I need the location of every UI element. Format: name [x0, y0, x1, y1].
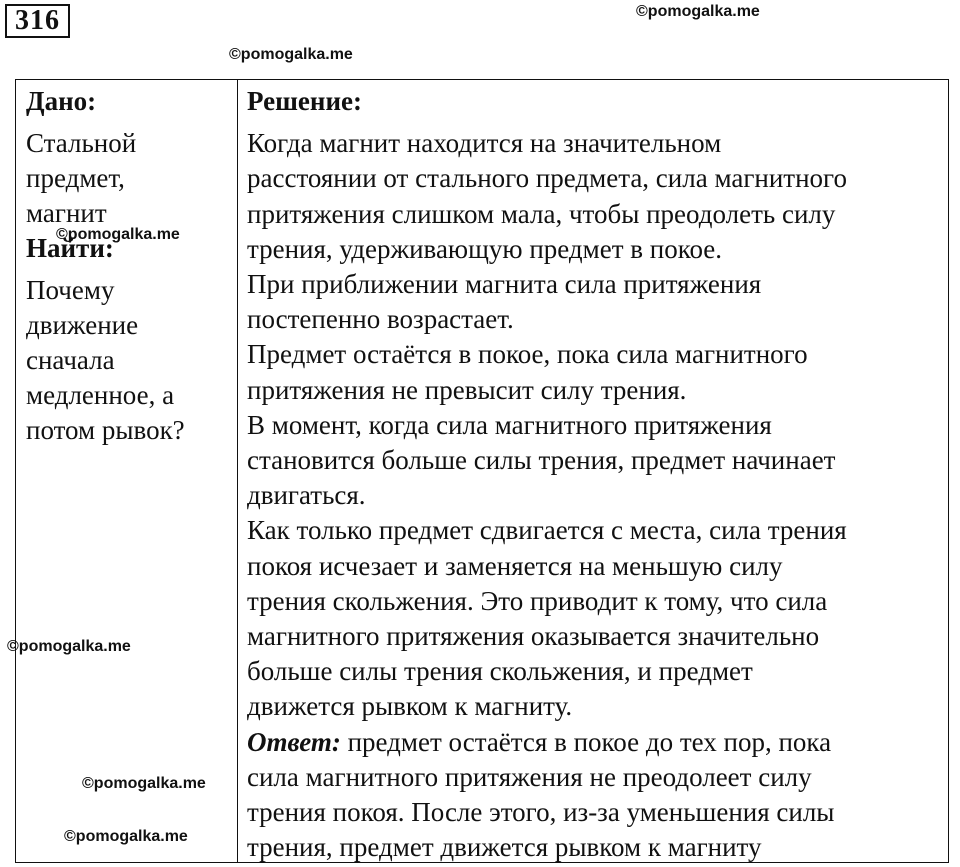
solution-line: трения скольжения. Это приводит к тому, что сила [247, 585, 828, 616]
find-line: медленное, а [26, 380, 175, 410]
solution-paragraph [247, 126, 947, 267]
find-heading: Найти: [26, 233, 114, 263]
answer-label: Ответ: [247, 726, 341, 757]
solution-line: двигаться. [247, 480, 366, 511]
given-line: Стальной [26, 128, 137, 158]
watermark: ©pomogalka.me [7, 638, 131, 655]
answer-line: трения покоя. После этого, из-за уменьшения силы [247, 797, 835, 828]
problem-number: 316 [5, 4, 70, 38]
solution-line: В момент, когда сила магнитного притяжения [247, 409, 772, 440]
answer-line: трения, предмет движется рывком к магниту [247, 832, 762, 863]
solution-line: больше силы трения скольжения, и предмет [247, 656, 753, 687]
solution-line: притяжения слишком мала, чтобы преодолеть силу [247, 198, 836, 229]
answer-paragraph [247, 725, 947, 866]
find-text [26, 273, 231, 448]
solution-paragraph [247, 513, 947, 724]
given-line: предмет, [26, 163, 125, 193]
solution-paragraph [247, 408, 947, 514]
solution-line: магнитного притяжения оказывается значительно [247, 621, 820, 652]
solution-paragraph [247, 337, 947, 407]
watermark: ©pomogalka.me [229, 46, 353, 63]
solution-line: становится больше силы трения, предмет начинает [247, 445, 836, 476]
find-line: потом рывок? [26, 415, 185, 445]
solution-line: Как только предмет сдвигается с места, сила трения [247, 515, 847, 546]
given-column [26, 84, 231, 448]
solution-line: При приближении магнита сила притяжения [247, 269, 762, 300]
solution-heading: Решение: [247, 86, 362, 116]
solution-line: Предмет остаётся в покое, пока сила магнитного [247, 339, 808, 370]
solution-line: притяжения не превысит силу трения. [247, 374, 687, 405]
watermark: ©pomogalka.me [82, 775, 206, 792]
solution-line: Когда магнит находится на значительном [247, 128, 722, 159]
solution-line: расстоянии от стального предмета, сила магнитного [247, 163, 847, 194]
solution-line: постепенно возрастает. [247, 304, 514, 335]
given-text [26, 126, 231, 231]
solution-line: движется рывком к магниту. [247, 691, 573, 722]
given-line: магнит [26, 198, 107, 228]
solution-line: покоя исчезает и заменяется на меньшую силу [247, 550, 783, 581]
answer-line: сила магнитного притяжения не преодолеет силу [247, 761, 812, 792]
find-line: сначала [26, 345, 115, 375]
find-line: движение [26, 310, 139, 340]
solution-paragraph [247, 267, 947, 337]
watermark: ©pomogalka.me [64, 828, 188, 845]
solution-table [15, 79, 949, 863]
answer-line: предмет остаётся в покое до тех пор, пока [340, 726, 832, 757]
find-line: Почему [26, 275, 115, 305]
column-divider [237, 80, 238, 862]
watermark: ©pomogalka.me [56, 226, 180, 243]
solution-column [247, 84, 947, 865]
solution-body [247, 126, 947, 865]
watermark: ©pomogalka.me [636, 3, 760, 20]
given-heading: Дано: [26, 86, 97, 116]
solution-line: трения, удерживающую предмет в покое. [247, 233, 723, 264]
